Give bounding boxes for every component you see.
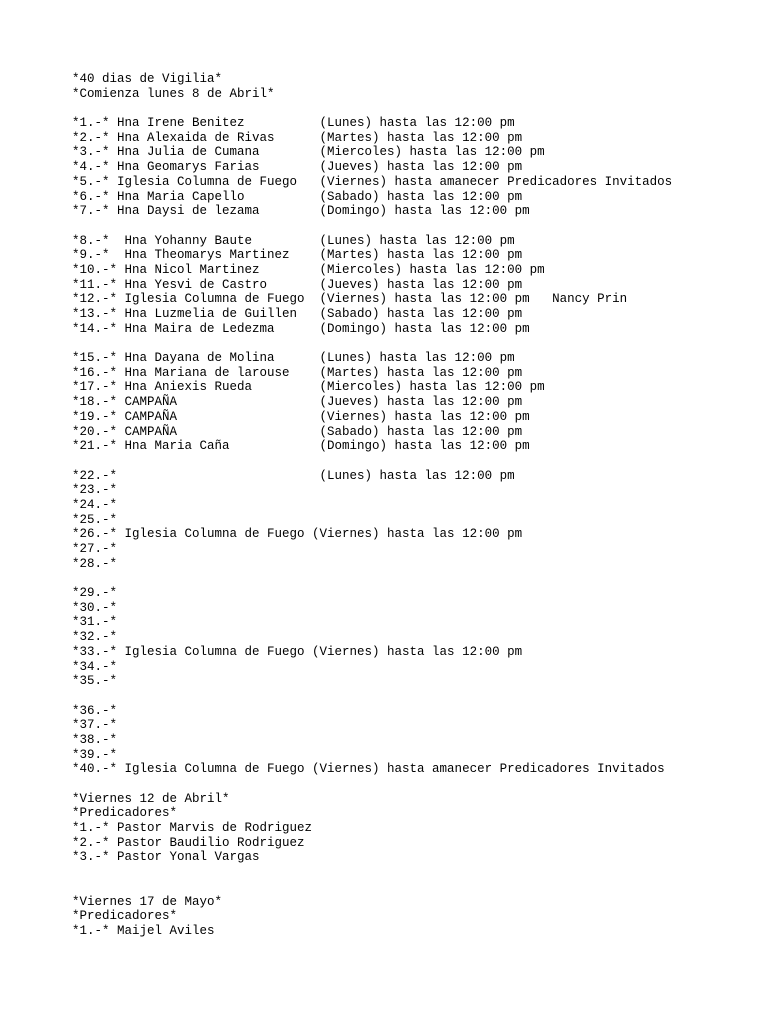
text-line: *5.-* Iglesia Columna de Fuego (Viernes) hasta amanecer Predicadores Invitados — [72, 174, 673, 189]
text-line: *20.-* CAMPAÑA (Sabado) hasta las 12:00 pm — [72, 424, 523, 439]
text-line: *38.-* — [72, 732, 118, 747]
blank-line — [72, 101, 672, 116]
text-line: *19.-* CAMPAÑA (Viernes) hasta las 12:00 pm — [72, 409, 530, 424]
text-line: *40 dias de Vigilia* — [72, 72, 223, 86]
text-line: *27.-* — [72, 542, 118, 556]
text-line: *24.-* — [72, 497, 118, 512]
text-line: *34.-* — [72, 659, 118, 674]
text-line: *30.-* — [72, 600, 118, 615]
blank-line — [72, 336, 672, 351]
blank-line — [72, 777, 672, 792]
blank-line — [72, 219, 672, 234]
text-line: *13.-* Hna Luzmelia de Guillen (Sabado) hasta las 12:00 pm — [72, 307, 523, 321]
text-line: *2.-* Hna Alexaida de Rivas (Martes) hasta las 12:00 pm — [72, 130, 523, 145]
text-line: *25.-* — [72, 512, 118, 527]
text-line: *1.-* Hna Irene Benitez (Lunes) hasta las 12:00 pm — [72, 116, 515, 131]
text-line: *1.-* Maijel Aviles — [72, 923, 215, 938]
blank-line — [72, 689, 672, 704]
text-line: *Viernes 17 de Mayo* — [72, 894, 223, 909]
text-line: *Predicadores* — [72, 909, 178, 924]
blank-line — [72, 454, 672, 469]
text-line: *26.-* Iglesia Columna de Fuego (Viernes) hasta las 12:00 pm — [72, 527, 523, 542]
text-line: *33.-* Iglesia Columna de Fuego (Viernes) hasta las 12:00 pm — [72, 644, 523, 659]
text-line: *10.-* Hna Nicol Martinez (Miercoles) hasta las 12:00 pm — [72, 262, 545, 277]
text-line: *28.-* — [72, 556, 118, 571]
text-line: *21.-* Hna Maria Caña (Domingo) hasta las 12:00 pm — [72, 439, 530, 454]
text-line: *36.-* — [72, 703, 118, 718]
text-line: *6.-* Hna Maria Capello (Sabado) hasta las 12:00 pm — [72, 189, 523, 204]
text-line: *11.-* Hna Yesvi de Castro (Jueves) hasta las 12:00 pm — [72, 277, 523, 292]
text-line: *31.-* — [72, 615, 118, 630]
text-line: *37.-* — [72, 718, 118, 733]
text-line: *18.-* CAMPAÑA (Jueves) hasta las 12:00 pm — [72, 395, 523, 410]
text-line: *1.-* Pastor Marvis de Rodriguez — [72, 821, 313, 836]
text-line: *7.-* Hna Daysi de lezama (Domingo) hasta las 12:00 pm — [72, 204, 530, 219]
text-line: *Predicadores* — [72, 806, 178, 821]
text-line: *9.-* Hna Theomarys Martinez (Martes) hasta las 12:00 pm — [72, 248, 523, 263]
blank-line — [72, 571, 672, 586]
text-line: *22.-* (Lunes) hasta las 12:00 pm — [72, 468, 515, 483]
text-line: *Viernes 12 de Abril* — [72, 791, 230, 806]
text-line: *Comienza lunes 8 de Abril* — [72, 86, 275, 101]
text-line: *15.-* Hna Dayana de Molina (Lunes) hasta las 12:00 pm — [72, 351, 515, 366]
text-line: *2.-* Pastor Baudilio Rodriguez — [72, 835, 305, 850]
blank-line — [72, 880, 672, 895]
text-line: *8.-* Hna Yohanny Baute (Lunes) hasta las 12:00 pm — [72, 233, 515, 248]
text-line: *32.-* — [72, 630, 118, 645]
text-line: *40.-* Iglesia Columna de Fuego (Viernes) hasta amanecer Predicadores Invitados — [72, 762, 665, 777]
text-line: *12.-* Iglesia Columna de Fuego (Viernes) hasta las 12:00 pm Nancy Prin — [72, 292, 628, 307]
text-line: *23.-* — [72, 483, 118, 498]
document-body — [72, 72, 672, 939]
text-line: *39.-* — [72, 747, 118, 762]
text-line: *17.-* Hna Aniexis Rueda (Miercoles) hasta las 12:00 pm — [72, 380, 545, 395]
text-line: *4.-* Hna Geomarys Farias (Jueves) hasta las 12:00 pm — [72, 160, 523, 175]
blank-line — [72, 865, 672, 880]
text-line: *3.-* Pastor Yonal Vargas — [72, 850, 260, 865]
text-line: *35.-* — [72, 674, 118, 689]
text-line: *16.-* Hna Mariana de larouse (Martes) hasta las 12:00 pm — [72, 365, 523, 380]
text-line: *29.-* — [72, 586, 118, 601]
text-line: *14.-* Hna Maira de Ledezma (Domingo) hasta las 12:00 pm — [72, 321, 530, 336]
text-line: *3.-* Hna Julia de Cumana (Miercoles) hasta las 12:00 pm — [72, 145, 545, 160]
